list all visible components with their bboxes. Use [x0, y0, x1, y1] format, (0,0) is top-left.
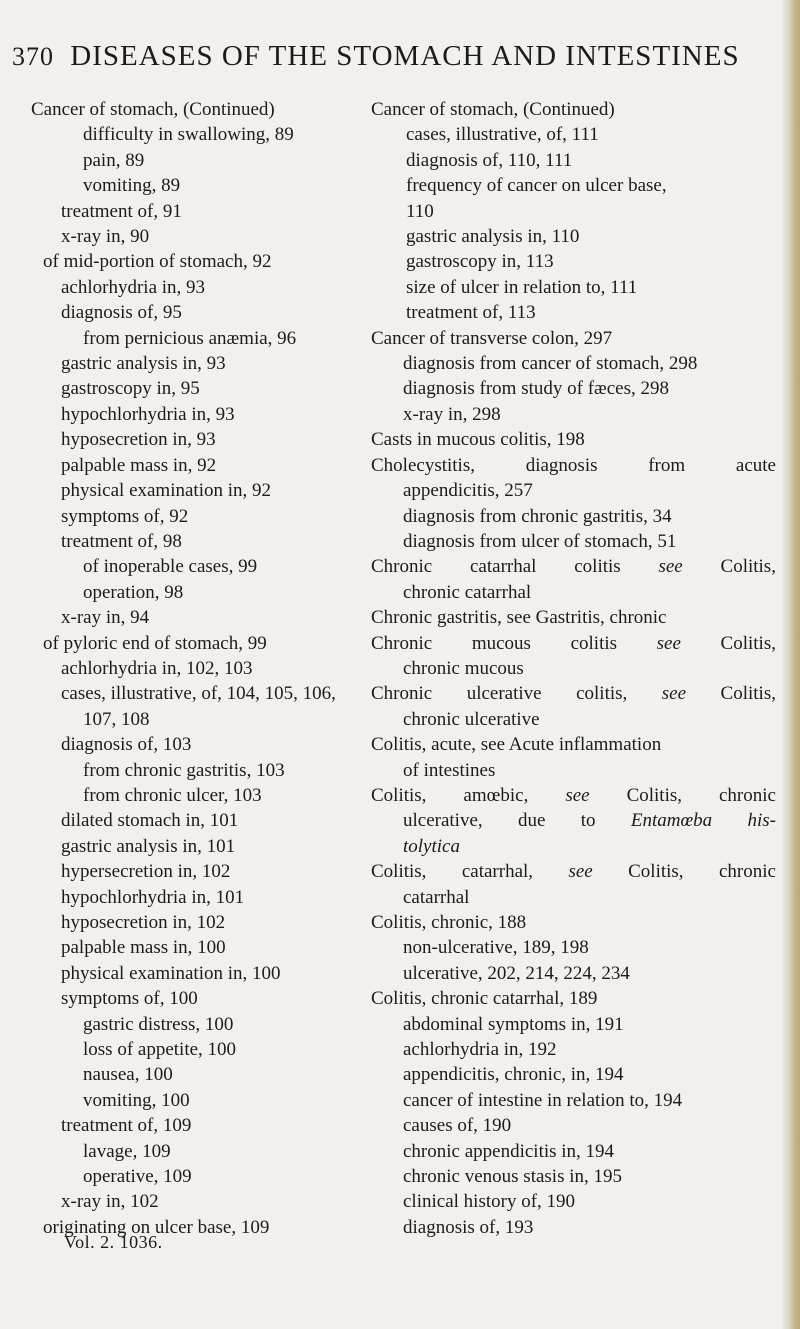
index-entry: treatment of, 109: [61, 1115, 192, 1137]
index-entry: gastric analysis in, 110: [406, 226, 580, 248]
index-entry: Cholecystitis, diagnosis from acute: [371, 454, 776, 476]
index-entry: gastric analysis in, 101: [61, 835, 236, 857]
index-entry: of mid-portion of stomach, 92: [43, 251, 272, 273]
index-entry: physical examination in, 100: [61, 962, 281, 984]
index-entry: Colitis, chronic catarrhal, 189: [371, 988, 598, 1010]
index-entry: causes of, 190: [403, 1115, 512, 1137]
index-entry: diagnosis from study of fæces, 298: [403, 378, 669, 400]
index-entry: diagnosis from chronic gastritis, 34: [403, 505, 672, 527]
index-entry: cases, illustrative, of, 111: [406, 124, 599, 146]
index-entry: physical examination in, 92: [61, 480, 272, 502]
index-entry: achlorhydria in, 102, 103: [61, 657, 253, 679]
index-entry: symptoms of, 92: [61, 505, 189, 527]
index-entry: x-ray in, 90: [61, 226, 150, 248]
index-entry: gastric analysis in, 93: [61, 353, 226, 375]
index-entry: hyposecretion in, 93: [61, 429, 216, 451]
index-entry: ulcerative, 202, 214, 224, 234: [403, 962, 630, 984]
index-entry: Chronic gastritis, see Gastritis, chronic: [371, 607, 667, 629]
index-entry: x-ray in, 94: [61, 607, 150, 629]
index-entry: size of ulcer in relation to, 111: [406, 276, 638, 298]
index-entry: diagnosis of, 110, 111: [406, 149, 573, 171]
index-entry: vomiting, 89: [83, 175, 181, 197]
signature-mark: Vol. 2. 1036.: [64, 1232, 163, 1252]
page-edge: [782, 0, 800, 1329]
index-entry: hypochlorhydria in, 101: [61, 886, 245, 908]
index-entry: treatment of, 98: [61, 530, 182, 552]
index-entry: achlorhydria in, 93: [61, 276, 206, 298]
index-entry: Cancer of transverse colon, 297: [371, 327, 613, 349]
index-entry: vomiting, 100: [83, 1089, 190, 1111]
index-entry: gastroscopy in, 95: [61, 378, 200, 400]
index-entry: gastroscopy in, 113: [406, 251, 554, 273]
index-entry: chronic ulcerative: [403, 708, 540, 730]
index-entry: from chronic ulcer, 103: [83, 784, 262, 806]
page-number: 370: [12, 42, 54, 71]
index-entry: cases, illustrative, of, 104, 105, 106,: [61, 683, 336, 705]
index-entry: chronic appendicitis in, 194: [403, 1140, 615, 1162]
index-entry: gastric distress, 100: [83, 1013, 234, 1035]
index-entry: hyposecretion in, 102: [61, 912, 226, 933]
index-entry: Chronic catarrhal colitis see Colitis,: [371, 556, 776, 578]
index-entry: non-ulcerative, 189, 198: [403, 937, 589, 959]
index-entry: dilated stomach in, 101: [61, 810, 239, 832]
index-entry: Colitis, chronic, 188: [371, 912, 527, 933]
index-entry: originating on ulcer base, 109: [43, 1216, 270, 1238]
index-entry: achlorhydria in, 192: [403, 1039, 557, 1061]
index-entry: Cancer of stomach, (Continued): [31, 99, 275, 120]
index-entry: operative, 109: [83, 1166, 192, 1188]
index-entry: Casts in mucous colitis, 198: [371, 429, 585, 451]
index-entry: pain, 89: [83, 149, 145, 171]
index-entry: frequency of cancer on ulcer base,: [406, 175, 667, 197]
index-entry: hypersecretion in, 102: [61, 861, 231, 883]
index-entry: from pernicious anæmia, 96: [83, 327, 297, 349]
page-header: [12, 40, 780, 73]
index-entry: Cancer of stomach, (Continued): [371, 99, 615, 120]
index-entry: 107, 108: [83, 708, 150, 730]
index-column-left: [31, 97, 391, 1240]
index-entry: 110: [406, 200, 434, 222]
index-entry: treatment of, 113: [406, 302, 536, 324]
index-entry: Colitis, acute, see Acute inflammation: [371, 734, 662, 756]
index-entry: Colitis, amœbic, see Colitis, chronic: [371, 784, 776, 806]
index-entry: chronic mucous: [403, 657, 524, 679]
index-entry: diagnosis of, 193: [403, 1216, 534, 1238]
index-entry: palpable mass in, 100: [61, 937, 226, 959]
running-title: DISEASES OF THE STOMACH AND INTESTINES: [70, 40, 740, 72]
index-entry: from chronic gastritis, 103: [83, 759, 285, 781]
index-entry: hypochlorhydria in, 93: [61, 403, 235, 425]
index-entry: of pyloric end of stomach, 99: [43, 632, 267, 654]
index-entry: chronic venous stasis in, 195: [403, 1166, 623, 1188]
index-column-right: [371, 97, 776, 1240]
index-entry: Chronic ulcerative colitis, see Colitis,: [371, 683, 776, 705]
index-entry: of inoperable cases, 99: [83, 556, 258, 578]
index-entry: clinical history of, 190: [403, 1191, 576, 1213]
index-entry: difficulty in swallowing, 89: [83, 124, 294, 146]
index-entry: chronic catarrhal: [403, 581, 532, 603]
index-entry: x-ray in, 298: [403, 403, 501, 425]
index-entry: abdominal symptoms in, 191: [403, 1013, 624, 1035]
index-entry: diagnosis of, 103: [61, 734, 192, 756]
index-entry: catarrhal: [403, 886, 470, 908]
index-entry: tolytica: [403, 835, 460, 857]
index-entry: palpable mass in, 92: [61, 454, 217, 476]
index-entry: operation, 98: [83, 581, 184, 603]
index-entry: cancer of intestine in relation to, 194: [403, 1089, 683, 1111]
index-entry: diagnosis of, 95: [61, 302, 182, 324]
index-entry: lavage, 109: [83, 1140, 171, 1162]
index-entry: appendicitis, 257: [403, 480, 533, 502]
index-entry: of intestines: [403, 759, 496, 781]
index-entry: appendicitis, chronic, in, 194: [403, 1064, 624, 1086]
index-entry: diagnosis from ulcer of stomach, 51: [403, 530, 677, 552]
index-entry: nausea, 100: [83, 1064, 173, 1086]
index-entry: treatment of, 91: [61, 200, 182, 222]
index-entry: x-ray in, 102: [61, 1191, 159, 1213]
index-entry: symptoms of, 100: [61, 988, 198, 1010]
index-entry: Colitis, catarrhal, see Colitis, chronic: [371, 861, 776, 883]
index-entry: loss of appetite, 100: [83, 1039, 237, 1061]
index-entry: diagnosis from cancer of stomach, 298: [403, 353, 698, 375]
index-entry: Chronic mucous colitis see Colitis,: [371, 632, 776, 654]
index-entry: ulcerative, due to Entamœba his-: [403, 810, 776, 832]
